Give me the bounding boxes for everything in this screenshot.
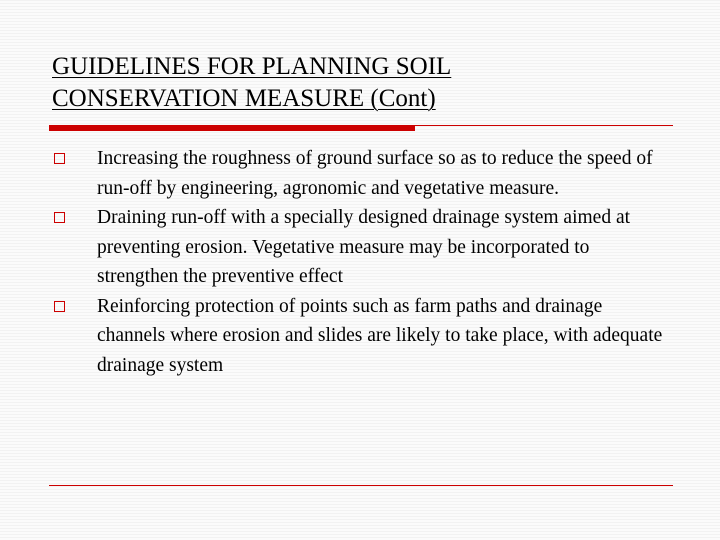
bullet-text: Increasing the roughness of ground surface so as to reduce the speed of run-off by engineering, agronomic and vegetative measure. bbox=[97, 148, 653, 199]
bullet-item bbox=[52, 203, 672, 292]
bullet-item bbox=[52, 292, 672, 381]
bullet-list bbox=[52, 144, 672, 380]
bullet-text: Draining run-off with a specially designed drainage system aimed at preventing erosion. Vegetative measure may be incorporated to strengthen the preventive effect bbox=[97, 207, 631, 287]
bullet-item bbox=[52, 144, 672, 203]
footer-divider-line bbox=[49, 485, 673, 486]
slide-title bbox=[52, 51, 672, 115]
slide-title-line-2: CONSERVATION MEASURE (Cont) bbox=[52, 85, 436, 112]
bullet-text: Reinforcing protection of points such as farm paths and drainage channels where erosion and slides are likely to take place, with adequate drainage system bbox=[97, 295, 663, 376]
hollow-square-bullet-icon bbox=[54, 301, 65, 312]
hollow-square-bullet-icon bbox=[54, 212, 65, 223]
title-divider-line bbox=[415, 125, 673, 126]
title-accent-bar bbox=[49, 125, 415, 131]
slide-title-line-1: GUIDELINES FOR PLANNING SOIL bbox=[52, 53, 452, 80]
hollow-square-bullet-icon bbox=[54, 153, 65, 164]
